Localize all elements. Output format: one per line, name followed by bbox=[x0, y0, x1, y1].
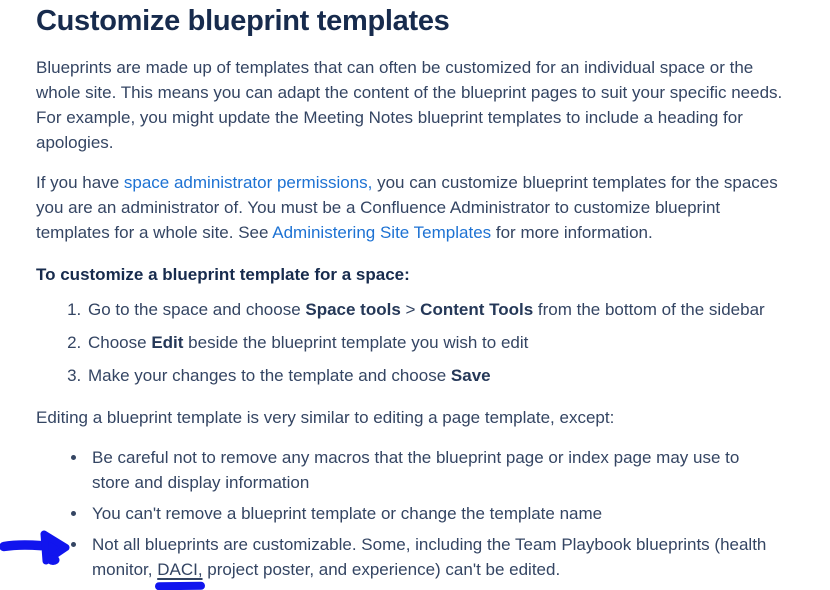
hand-drawn-arrow-icon bbox=[0, 528, 70, 568]
note-item-annotated bbox=[88, 532, 776, 582]
text-segment: beside the blueprint template you wish to edit bbox=[183, 333, 529, 352]
step-item bbox=[86, 363, 786, 388]
text-segment: Content Tools bbox=[420, 300, 534, 319]
administering-site-templates-link[interactable]: Administering Site Templates bbox=[272, 223, 492, 242]
editing-notes-list bbox=[36, 445, 776, 582]
text-segment: Edit bbox=[151, 333, 184, 352]
daci-annotated-text: DACI, bbox=[157, 560, 203, 579]
editing-note-paragraph bbox=[36, 405, 794, 430]
text-segment: Go to the space and choose bbox=[88, 300, 306, 319]
text-segment: Save bbox=[450, 366, 491, 385]
text-segment: Not all blueprints are customizable. Some, including the Team Playbook blueprints (health monitor, bbox=[92, 535, 767, 579]
text-segment: Make your changes to the template and choose bbox=[88, 366, 451, 385]
text-segment: Blueprints are made up of templates that can often be customized for an individual space or the whole site. This means you can adapt the content of the blueprint pages to suit your specific needs. For example, you might update the Meeting Notes blueprint templates to include a heading for apologies. bbox=[36, 58, 783, 152]
step-item bbox=[86, 297, 786, 322]
step-item bbox=[86, 330, 786, 355]
text-segment: Be careful not to remove any macros that the blueprint page or index page may use to store and display information bbox=[92, 448, 740, 492]
text-segment: You can't remove a blueprint template or change the template name bbox=[92, 504, 603, 523]
note-item bbox=[88, 445, 776, 495]
text-segment: Choose bbox=[88, 333, 152, 352]
text-segment: Editing a blueprint template is very similar to editing a page template, except: bbox=[36, 408, 615, 427]
text-segment: you can customize blueprint templates for the spaces you are an administrator of. You must be a Confluence Administrator to customize blueprint templates for a whole site. See bbox=[36, 173, 778, 242]
note-item bbox=[88, 501, 776, 526]
page-title: Customize blueprint templates bbox=[36, 5, 450, 37]
intro-paragraph bbox=[36, 55, 794, 155]
text-segment: If you have bbox=[36, 173, 124, 192]
space-administrator-permissions-link[interactable]: space administrator permissions, bbox=[123, 173, 373, 192]
text-segment: project poster, and experience) can't be edited. bbox=[202, 560, 561, 579]
text-segment: for more information. bbox=[491, 223, 653, 242]
text-segment: from the bottom of the sidebar bbox=[533, 300, 765, 319]
text-segment: Space tools bbox=[305, 300, 401, 319]
customize-steps-list bbox=[36, 297, 786, 388]
text-segment: > bbox=[400, 300, 421, 319]
steps-subheading: To customize a blueprint template for a space: bbox=[36, 265, 410, 284]
permissions-paragraph bbox=[36, 170, 794, 245]
